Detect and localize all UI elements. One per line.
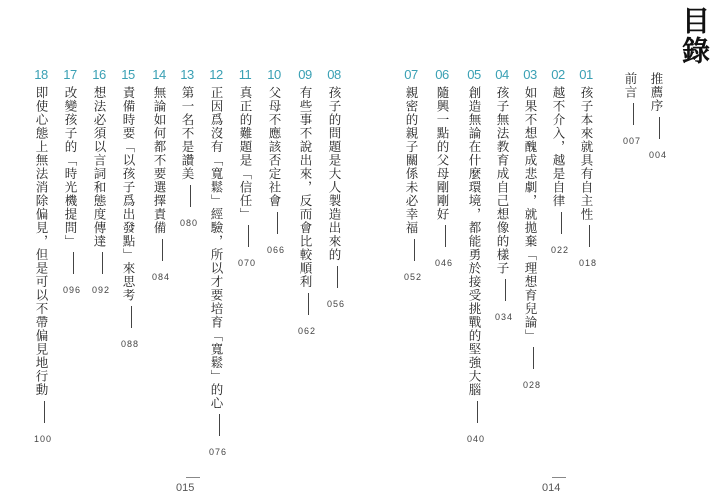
- toc-entry-16[interactable]: [91, 67, 111, 298]
- entry-title: 第一名不是讚美: [180, 86, 195, 181]
- entry-number: 14: [152, 67, 166, 82]
- entry-number: 07: [404, 67, 418, 82]
- leader-line: [190, 185, 191, 207]
- entry-page: 022: [550, 244, 570, 255]
- entry-title: 如果不想醜成悲劇，就拋棄「理想育兒論」: [523, 86, 538, 343]
- folio-left: 015: [176, 482, 195, 494]
- entry-number: 05: [467, 67, 481, 82]
- entry-title: 前言: [623, 72, 638, 99]
- toc-entry-11[interactable]: [237, 67, 257, 271]
- entry-number: 10: [267, 67, 281, 82]
- leader-line: [445, 225, 446, 247]
- page-title: 目錄: [678, 6, 711, 66]
- toc-entry-06[interactable]: [434, 67, 454, 271]
- entry-page: 018: [578, 258, 598, 268]
- entry-title: 改變孩子的「時光機提問」: [63, 86, 78, 248]
- entry-page: 100: [33, 433, 53, 444]
- entry-title: 推薦序: [649, 72, 664, 113]
- entry-title: 正因爲沒有「寬鬆」經驗，所以才要培育「寬鬆」的心: [209, 86, 224, 410]
- entry-title: 真正的難題是「信任」: [238, 86, 253, 221]
- toc-entry-07[interactable]: [403, 67, 423, 285]
- leader-line: [561, 212, 562, 234]
- entry-page: 080: [179, 217, 199, 228]
- leader-line: [337, 266, 338, 288]
- leader-line: [414, 239, 415, 261]
- entry-title: 創造無論在什麼環境，都能勇於接受挑戰的堅強大腦: [467, 86, 482, 397]
- leader-line: [659, 117, 660, 139]
- entry-title: 孩子本來就具有自主性: [579, 86, 594, 221]
- entry-page: 046: [434, 258, 454, 268]
- toc-entry-05[interactable]: [466, 67, 486, 447]
- entry-page: 076: [208, 447, 228, 457]
- entry-title: 責備時要「以孩子爲出發點」來思考: [121, 86, 136, 302]
- toc-entry-18[interactable]: [33, 67, 53, 447]
- toc-entry-09[interactable]: [297, 67, 317, 339]
- leader-line: [131, 306, 132, 328]
- toc-entry-13[interactable]: [179, 67, 199, 231]
- leader-line: [44, 401, 45, 423]
- toc-entry-foreword[interactable]: [622, 68, 642, 149]
- entry-page: 052: [403, 271, 423, 282]
- leader-line: [533, 347, 534, 369]
- entry-page: 034: [494, 312, 514, 322]
- toc-entry-03[interactable]: [522, 67, 542, 393]
- entry-number: 15: [121, 67, 135, 82]
- entry-title: 父母不應該否定社會: [267, 86, 282, 208]
- entry-title: 孩子無法教育成自己想像的樣子: [495, 86, 510, 275]
- entry-page: 056: [326, 298, 346, 309]
- leader-line: [162, 239, 163, 261]
- entry-number: 02: [551, 67, 565, 82]
- entry-title: 即使心態上無法消除偏見，但是可以不帶偏見地行動: [34, 86, 49, 397]
- leader-line: [505, 279, 506, 301]
- leader-line: [477, 401, 478, 423]
- entry-title: 無論如何都不要選擇責備: [152, 86, 167, 235]
- entry-page: 040: [466, 433, 486, 444]
- entry-title: 想法必須以言詞和態度傳達: [92, 86, 107, 248]
- leader-line: [73, 252, 74, 274]
- toc-entry-14[interactable]: [151, 67, 171, 285]
- entry-number: 09: [298, 67, 312, 82]
- entry-page: 062: [297, 325, 317, 336]
- entry-number: 18: [34, 67, 48, 82]
- leader-line: [633, 103, 634, 125]
- entry-page: 004: [648, 149, 668, 160]
- entry-title: 有些事不說出來，反而會比較順利: [298, 86, 313, 289]
- toc-entry-12[interactable]: [208, 67, 228, 460]
- entry-page: 066: [266, 244, 286, 255]
- folio-rule-right: [552, 477, 566, 478]
- toc-entry-10[interactable]: [266, 67, 286, 258]
- entry-page: 028: [522, 379, 542, 390]
- toc-entry-preface-recommend[interactable]: [648, 68, 668, 163]
- entry-page: 070: [237, 258, 257, 268]
- entry-number: 04: [495, 67, 509, 82]
- toc-entry-08[interactable]: [326, 67, 346, 312]
- entry-page: 088: [120, 339, 140, 349]
- toc-entry-15[interactable]: [120, 67, 140, 352]
- entry-number: 06: [435, 67, 449, 82]
- entry-number: 11: [238, 67, 252, 82]
- entry-number: 08: [327, 67, 341, 82]
- leader-line: [589, 225, 590, 247]
- leader-line: [248, 225, 249, 247]
- entry-number: 17: [63, 67, 77, 82]
- leader-line: [102, 252, 103, 274]
- toc-entry-04[interactable]: [494, 67, 514, 325]
- entry-page: 084: [151, 271, 171, 282]
- entry-number: 13: [180, 67, 194, 82]
- entry-number: 03: [523, 67, 537, 82]
- entry-title: 越不介入，越是自律: [551, 86, 566, 208]
- folio-right: 014: [542, 482, 561, 494]
- toc-entry-17[interactable]: [62, 67, 82, 298]
- entry-page: 096: [62, 285, 82, 295]
- toc-entry-02[interactable]: [550, 67, 570, 258]
- entry-page: 007: [622, 136, 642, 146]
- entry-page: 092: [91, 285, 111, 295]
- leader-line: [308, 293, 309, 315]
- leader-line: [219, 414, 220, 436]
- entry-title: 孩子的問題是大人製造出來的: [327, 86, 342, 262]
- entry-title: 隨興一點的父母剛剛好: [435, 86, 450, 221]
- folio-rule-left: [186, 477, 200, 478]
- entry-number: 01: [579, 67, 593, 82]
- entry-number: 16: [92, 67, 106, 82]
- leader-line: [277, 212, 278, 234]
- entry-number: 12: [209, 67, 223, 82]
- entry-title: 親密的親子關係未必幸福: [404, 86, 419, 235]
- toc-entry-01[interactable]: [578, 67, 598, 271]
